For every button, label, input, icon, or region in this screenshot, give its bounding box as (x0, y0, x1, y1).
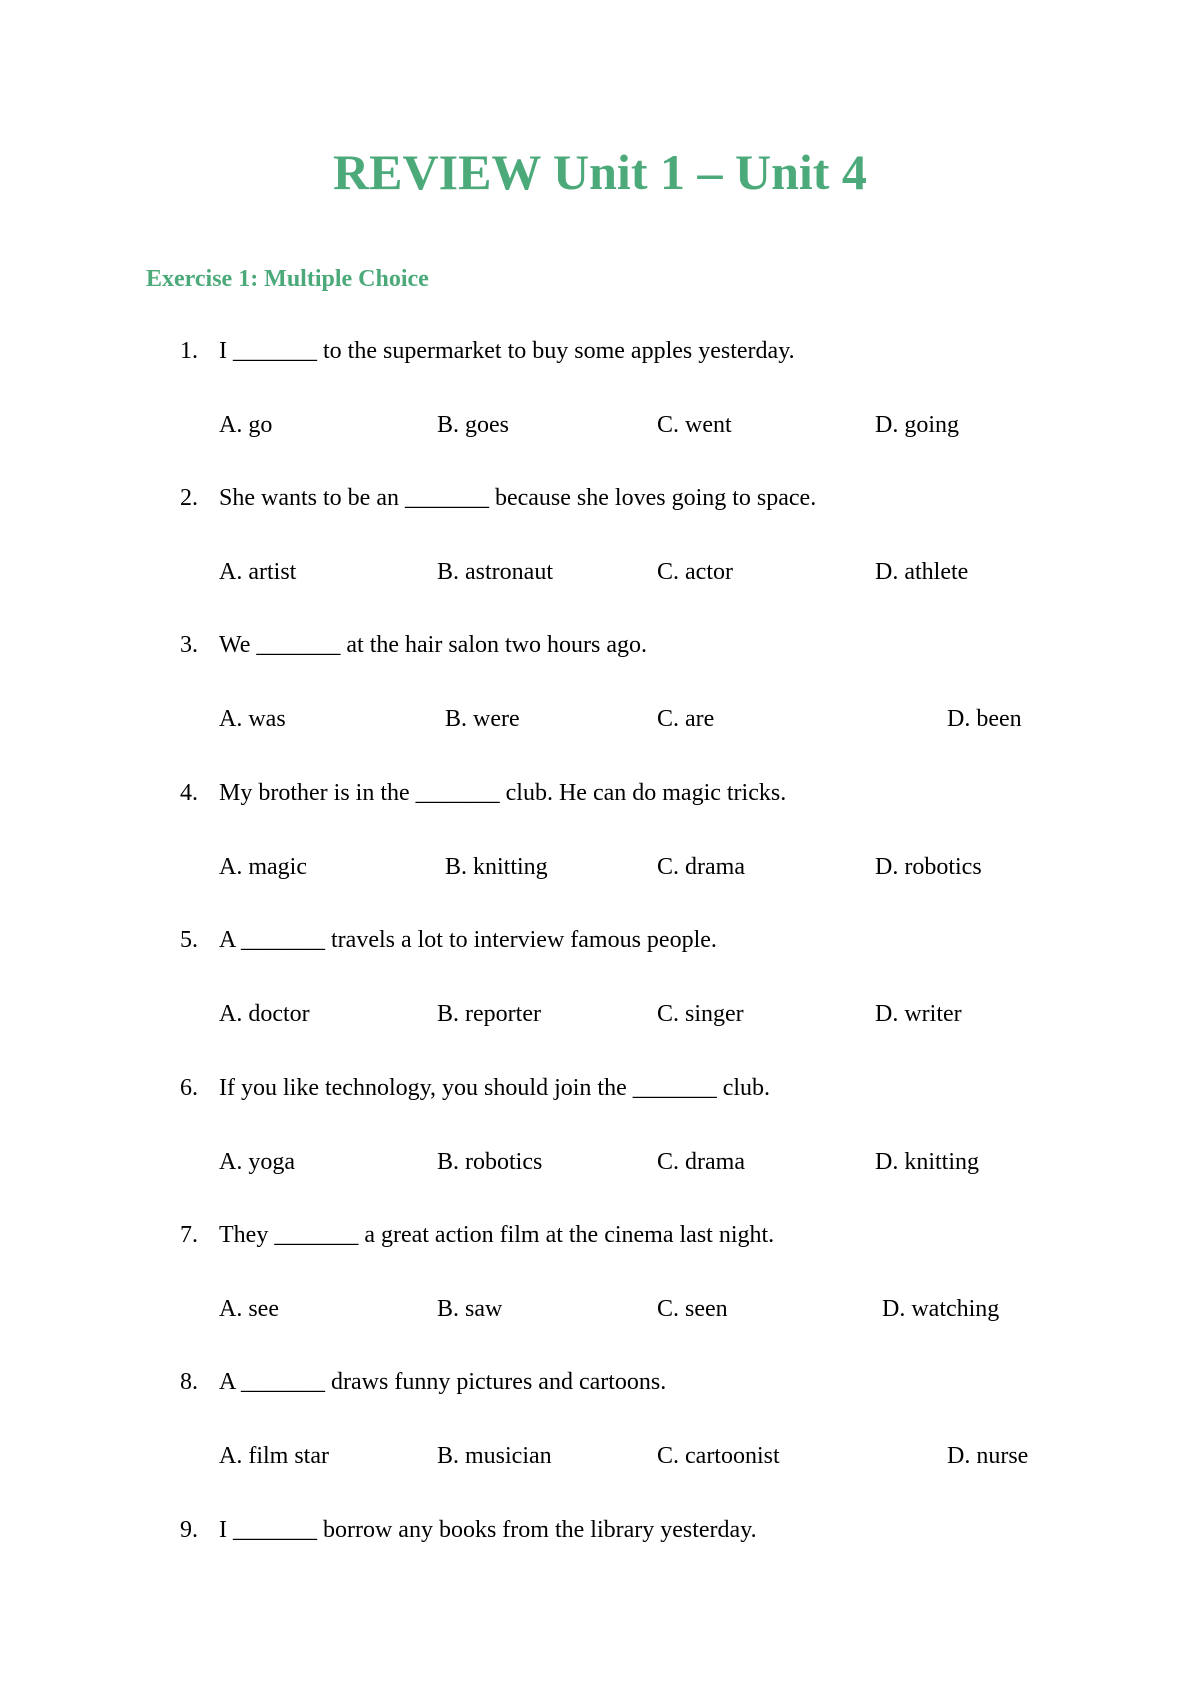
question-8 (0, 1367, 1200, 1487)
option-c[interactable]: C. singer (657, 1001, 744, 1027)
option-c[interactable]: C. cartoonist (657, 1443, 780, 1469)
question-number: 8. (180, 1369, 198, 1395)
option-a[interactable]: A. go (219, 412, 273, 438)
question-number: 7. (180, 1222, 198, 1248)
question-stem: They _______ a great action film at the cinema last night. (219, 1222, 775, 1248)
answer-options (0, 999, 1200, 1029)
option-a[interactable]: A. artist (219, 559, 297, 585)
option-b[interactable]: B. goes (437, 412, 509, 438)
answer-options (0, 557, 1200, 587)
question-number: 4. (180, 780, 198, 806)
answer-options (0, 1441, 1200, 1471)
option-b[interactable]: B. musician (437, 1443, 552, 1469)
option-a[interactable]: A. see (219, 1296, 279, 1322)
answer-options (0, 1294, 1200, 1324)
option-c[interactable]: C. are (657, 706, 715, 732)
option-b[interactable]: B. saw (437, 1296, 503, 1322)
question-stem: If you like technology, you should join the _______ club. (219, 1075, 771, 1101)
option-c[interactable]: C. drama (657, 1149, 745, 1175)
question-number: 5. (180, 927, 198, 953)
option-a[interactable]: A. magic (219, 854, 307, 880)
question-stem: She wants to be an _______ because she loves going to space. (219, 485, 817, 511)
question-9 (0, 1515, 1200, 1635)
question-number: 3. (180, 632, 198, 658)
answer-options (0, 410, 1200, 440)
option-d[interactable]: D. nurse (947, 1443, 1029, 1469)
answer-options (0, 1147, 1200, 1177)
exercise-heading: Exercise 1: Multiple Choice (146, 266, 429, 292)
option-c[interactable]: C. drama (657, 854, 745, 880)
option-d[interactable]: D. going (875, 412, 959, 438)
option-a[interactable]: A. was (219, 706, 286, 732)
question-stem: A _______ draws funny pictures and cartoons. (219, 1369, 667, 1395)
question-stem: My brother is in the _______ club. He can do magic tricks. (219, 780, 787, 806)
question-stem: We _______ at the hair salon two hours ago. (219, 632, 647, 658)
question-6 (0, 1073, 1200, 1193)
option-a[interactable]: A. yoga (219, 1149, 295, 1175)
option-b[interactable]: B. reporter (437, 1001, 541, 1027)
question-3 (0, 630, 1200, 750)
option-d[interactable]: D. robotics (875, 854, 982, 880)
question-1 (0, 336, 1200, 456)
question-stem: I _______ to the supermarket to buy some apples yesterday. (219, 338, 795, 364)
question-4 (0, 778, 1200, 898)
option-d[interactable]: D. watching (882, 1296, 1000, 1322)
question-stem: I _______ borrow any books from the library yesterday. (219, 1517, 757, 1543)
option-b[interactable]: B. astronaut (437, 559, 553, 585)
option-d[interactable]: D. knitting (875, 1149, 980, 1175)
question-number: 2. (180, 485, 198, 511)
question-number: 6. (180, 1075, 198, 1101)
option-d[interactable]: D. athlete (875, 559, 969, 585)
option-b[interactable]: B. were (445, 706, 520, 732)
question-2 (0, 483, 1200, 603)
option-d[interactable]: D. been (947, 706, 1022, 732)
option-a[interactable]: A. film star (219, 1443, 329, 1469)
option-a[interactable]: A. doctor (219, 1001, 310, 1027)
option-b[interactable]: B. knitting (445, 854, 548, 880)
question-number: 1. (180, 338, 198, 364)
question-7 (0, 1220, 1200, 1340)
option-d[interactable]: D. writer (875, 1001, 962, 1027)
question-number: 9. (180, 1517, 198, 1543)
answer-options (0, 852, 1200, 882)
option-c[interactable]: C. actor (657, 559, 733, 585)
answer-options (0, 704, 1200, 734)
worksheet-title: REVIEW Unit 1 – Unit 4 (333, 144, 867, 200)
option-c[interactable]: C. went (657, 412, 732, 438)
question-stem: A _______ travels a lot to interview famous people. (219, 927, 717, 953)
option-b[interactable]: B. robotics (437, 1149, 543, 1175)
question-5 (0, 925, 1200, 1045)
option-c[interactable]: C. seen (657, 1296, 728, 1322)
